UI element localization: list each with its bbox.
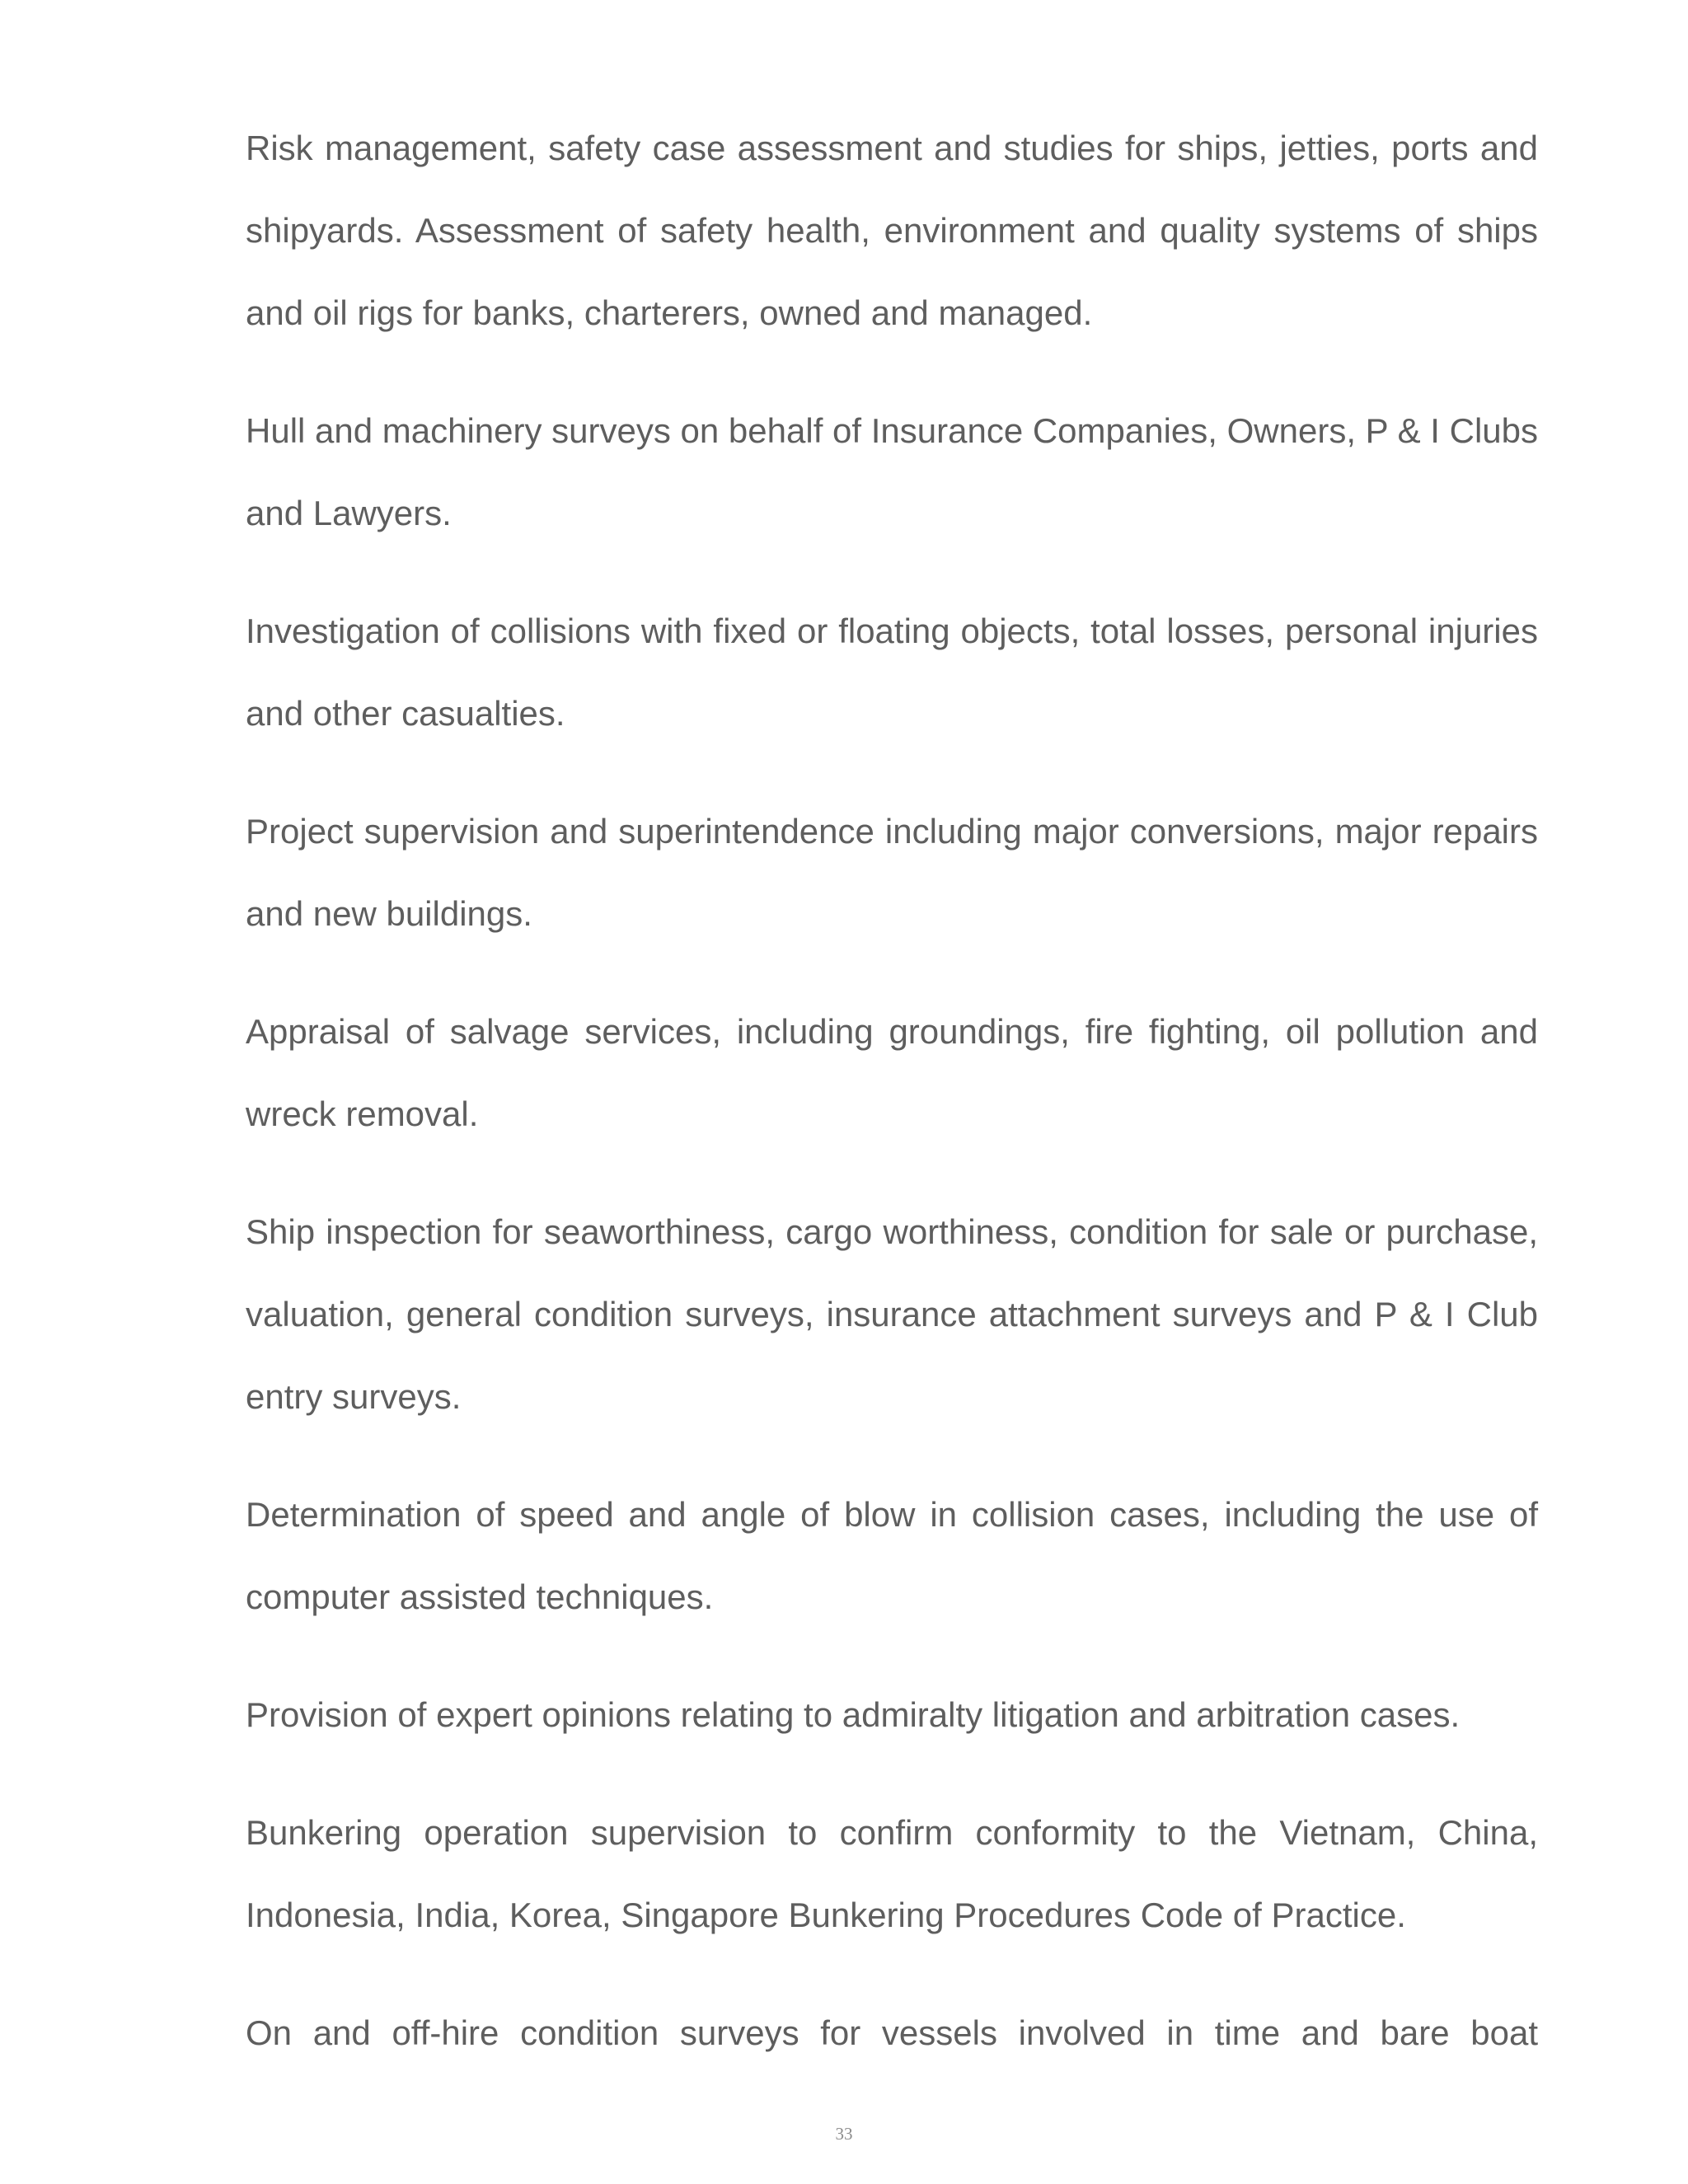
paragraph-hull-machinery-surveys: Hull and machinery surveys on behalf of Insurance Companies, Owners, P & I Clubs and Lawyers.	[246, 411, 1538, 532]
paragraph-risk-management: Risk management, safety case assessment and studies for ships, jetties, ports and shipyards. Assessment of safety health, environment and quality systems of ships and oil rigs for banks, charterers, owned and managed.	[246, 129, 1538, 332]
page-body	[246, 107, 1538, 2074]
paragraph-bunkering-supervision: Bunkering operation supervision to confirm conformity to the Vietnam, China, Indonesia, India, Korea, Singapore Bunkering Procedures Code of Practice.	[246, 1813, 1538, 1934]
paragraph-expert-opinions: Provision of expert opinions relating to admiralty litigation and arbitration cases.	[246, 1695, 1461, 1734]
paragraph-collision-speed-angle: Determination of speed and angle of blow in collision cases, including the use of computer assisted techniques.	[246, 1495, 1538, 1616]
paragraph-project-supervision: Project supervision and superintendence including major conversions, major repairs and new buildings.	[246, 812, 1538, 933]
paragraph-ship-inspection: Ship inspection for seaworthiness, cargo worthiness, condition for sale or purchase, valuation, general condition surveys, insurance attachment surveys and P & I Club entry surveys.	[246, 1212, 1538, 1416]
page-number: 33	[835, 2124, 853, 2144]
paragraph-collision-investigation: Investigation of collisions with fixed or floating objects, total losses, personal injuries and other casualties.	[246, 612, 1538, 733]
paragraph-salvage-appraisal: Appraisal of salvage services, including groundings, fire fighting, oil pollution and wreck removal.	[246, 1012, 1538, 1133]
paragraph-on-off-hire-surveys: On and off-hire condition surveys for vessels involved in time and bare boat	[246, 2013, 1538, 2052]
